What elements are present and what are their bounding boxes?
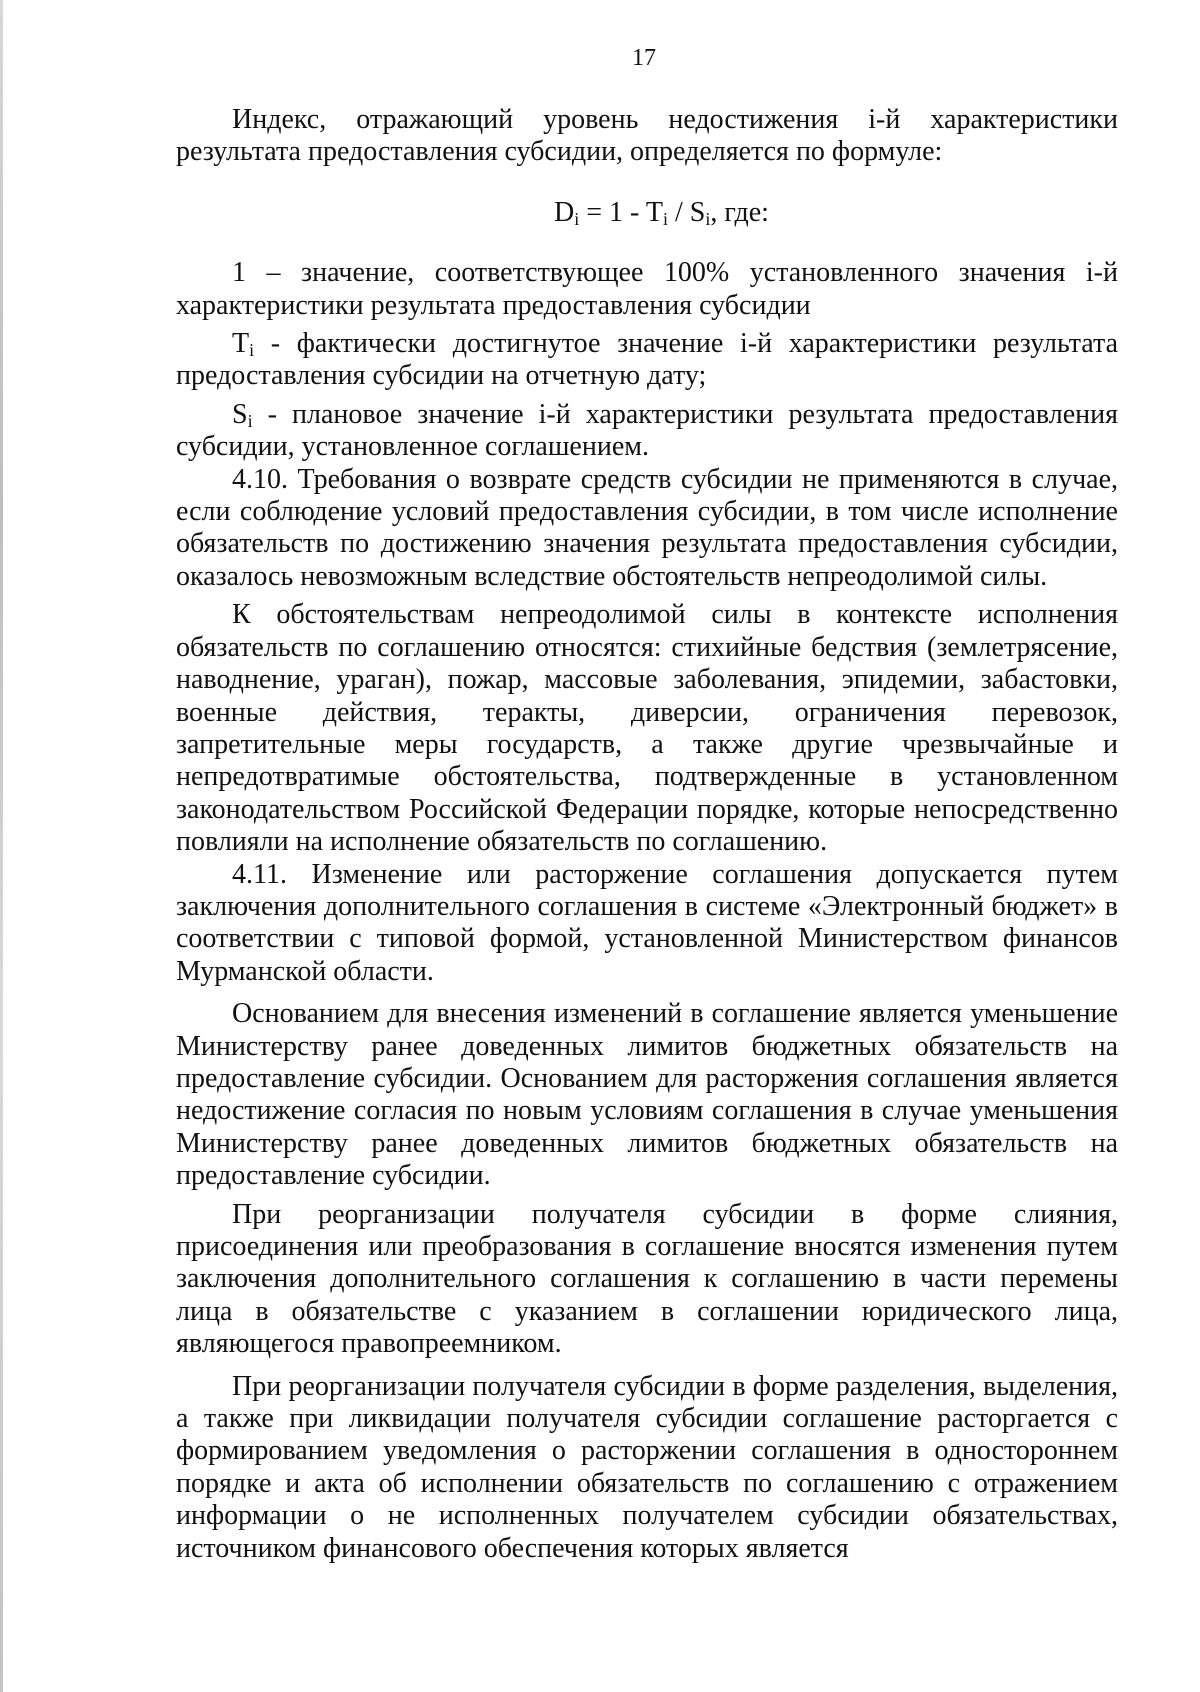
formula-d: D [554,196,575,228]
definition-t-symbol: T [232,328,250,360]
formula-s-sub: i [705,208,711,229]
scan-edge [0,0,3,1692]
definition-s-symbol: S [232,398,248,430]
definition-s-sub: i [247,410,253,431]
definition-t-sub: i [249,340,255,361]
formula [176,197,1118,229]
paragraph-4-10: 4.10. Требования о возврате средств субсидии не применяются в случае, если соблюдение условий предоставления субсидии, в том числе исполнение обязательств по достижению значения результата предоставления субсидии, оказалось невозможным вследствие обстоятельств непреодолимой силы. [176,463,1118,592]
definition-t-text: - фактически достигнутое значение i-й характеристики результата предоставления субсидии на отчетную дату; [176,328,1118,392]
formula-d-sub: i [574,208,580,229]
definition-one: 1 – значение, соответствующее 100% установленного значения i-й характеристики результата предоставления субсидии [176,257,1118,321]
paragraph-grounds: Основанием для внесения изменений в соглашение является уменьшение Министерству ранее доведенных лимитов бюджетных обязательств на предоставление субсидии. Основанием для расторжения соглашения является недостижение согласия по новым условиям соглашения в случае уменьшения Министерству ранее доведенных лимитов бюджетных обязательств на предоставление субсидии. [176,998,1118,1192]
definition-t [176,328,1118,393]
page-number: 17 [632,45,656,71]
formula-slash: / S [667,196,706,228]
formula-middle: = 1 - T [579,196,663,228]
paragraph-index-intro: Индекс, отражающий уровень недостижения i-й характеристики результата предоставления субсидии, определяется по формуле: [176,104,1118,168]
paragraph-division: При реорганизации получателя субсидии в форме разделения, выделения, а также при ликвидации получателя субсидии соглашение расторгается с формированием уведомления о расторжении соглашения в одностороннем порядке и акта об исполнении обязательств по соглашению с отражением информации о не исполненных получателем субсидии обязательствах, источником финансового обеспечения которых является [176,1370,1118,1564]
definition-s-text: - плановое значение i-й характеристики результата предоставления субсидии, установленное соглашением. [176,398,1118,463]
document-body [176,104,1118,1565]
formula-t-sub: i [662,208,668,229]
formula-tail: , где: [710,196,769,228]
paragraph-4-11: 4.11. Изменение или расторжение соглашения допускается путем заключения дополнительного соглашения в системе «Электронный бюджет» в соответствии с типовой формой, установленной Министерством финансов Мурманской области. [176,858,1118,987]
paragraph-force-majeure: К обстоятельствам непреодолимой силы в контексте исполнения обязательств по соглашению относятся: стихийные бедствия (землетрясение, наводнение, ураган), пожар, массовые заболевания, эпидемии, забастовки, военные действия, теракты, диверсии, ограничения перевозок, запретительные меры государств, а также другие чрезвычайные и непредотвратимые обстоятельства, подтвержденные в установленном законодательством Российской Федерации порядке, которые непосредственно повлияли на исполнение обязательств по соглашению. [176,599,1118,858]
definition-s [176,399,1118,464]
paragraph-merger: При реорганизации получателя субсидии в форме слияния, присоединения или преобразования в соглашение вносятся изменения путем заключения дополнительного соглашения к соглашению в части перемены лица в обязательстве с указанием в соглашении юридического лица, являющегося правопреемником. [176,1198,1118,1360]
